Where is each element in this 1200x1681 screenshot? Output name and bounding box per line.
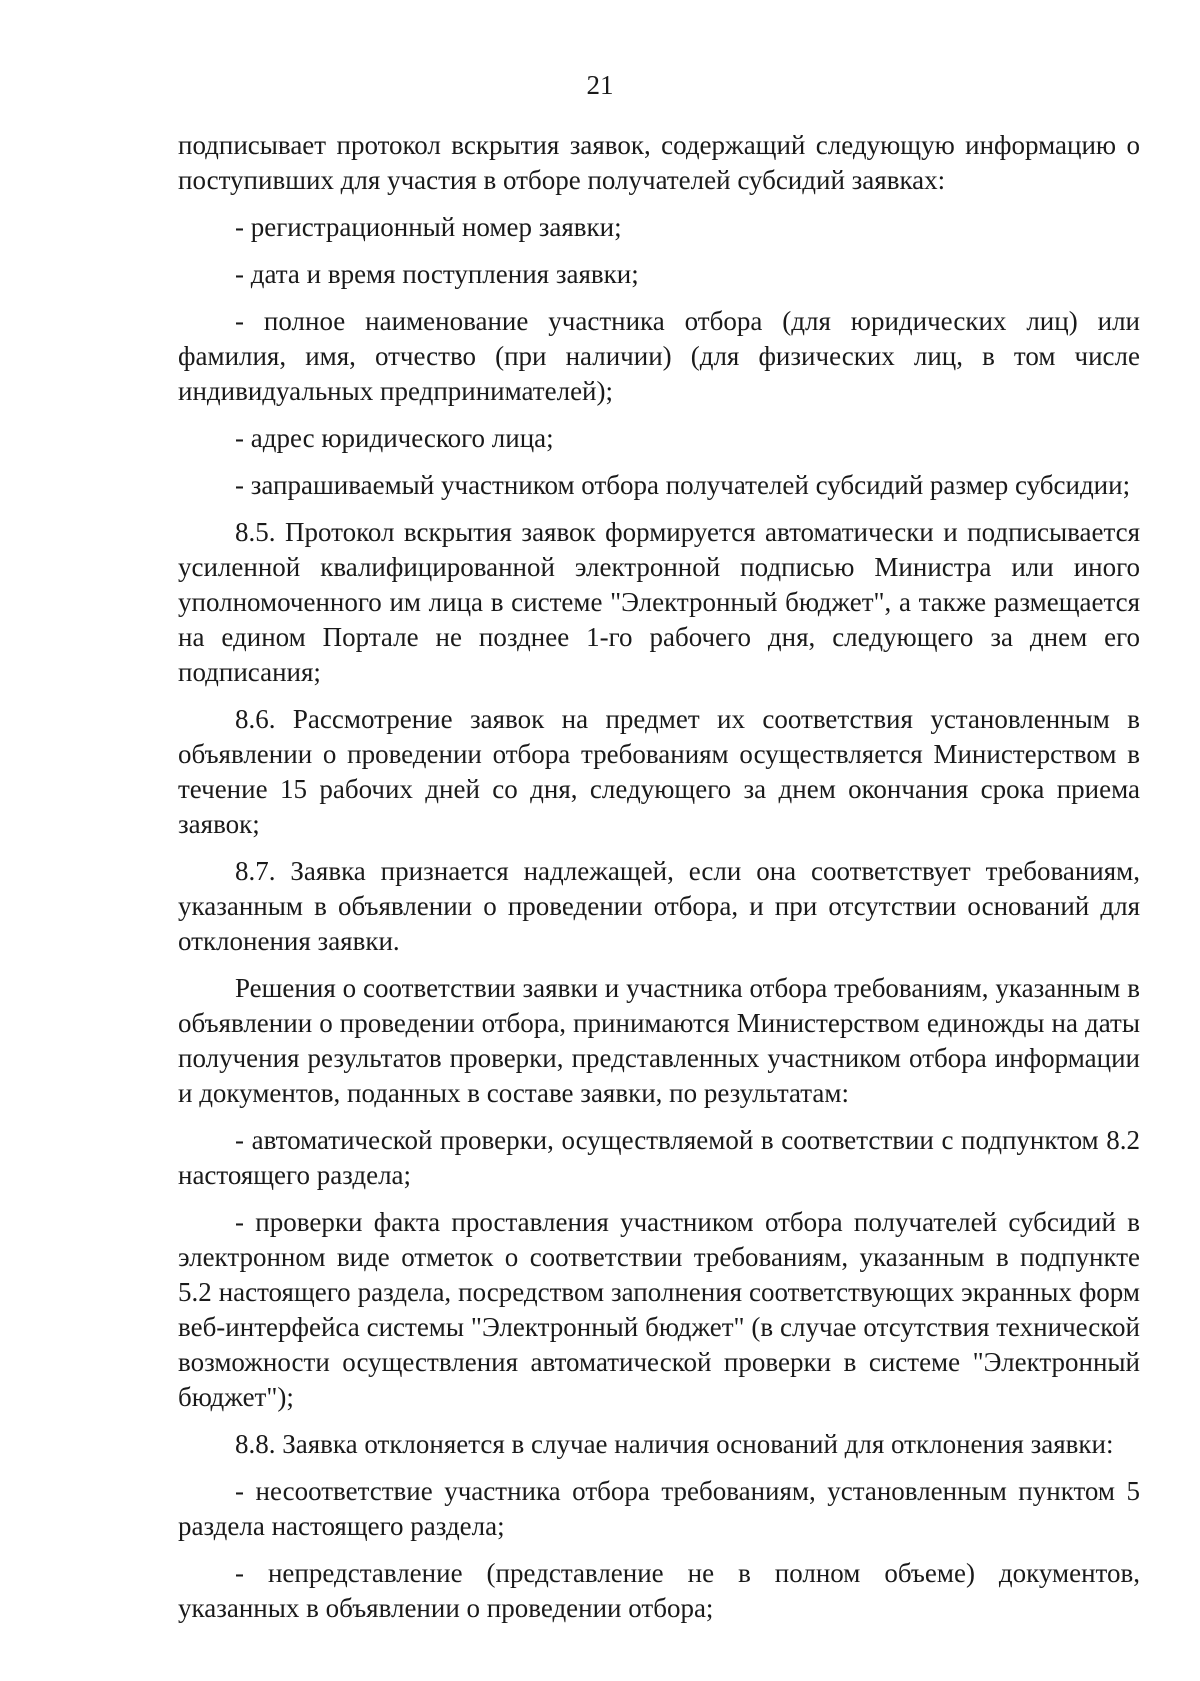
paragraph-8-6: 8.6. Рассмотрение заявок на предмет их соответствия установленным в объявлении о проведении отбора требованиям осуществляется Министерством в течение 15 рабочих дней со дня, следующего за днем окончания срока приема заявок; [178,704,1140,839]
paragraph-8-8: 8.8. Заявка отклоняется в случае наличия оснований для отклонения заявки: [235,1429,1114,1459]
list-item-manual-check: - проверки факта проставления участником отбора получателей субсидий в электронном виде отметок о соответствии требованиям, указанным в подпункте 5.2 настоящего раздела, посредством заполнения соответствующих экранных форм веб-интерфейса системы "Электронный бюджет" (в случае отсутствия технической возможности осуществления автоматической проверки в системе "Электронный бюджет"); [178,1207,1140,1412]
list-item-registration-number: - регистрационный номер заявки; [235,212,622,242]
document-body [178,128,1140,1638]
list-item-automatic-check: - автоматической проверки, осуществляемой в соответствии с подпунктом 8.2 настоящего раздела; [178,1125,1140,1190]
page-number: 21 [586,70,614,100]
paragraph-8-5: 8.5. Протокол вскрытия заявок формируется автоматически и подписывается усиленной квалифицированной электронной подписью Министра или иного уполномоченного им лица в системе "Электронный бюджет", а также размещается на едином Портале не позднее 1-го рабочего дня, следующего за днем его подписания; [178,517,1140,687]
list-item-subsidy-amount: - запрашиваемый участником отбора получателей субсидий размер субсидии; [235,470,1131,500]
paragraph-intro: подписывает протокол вскрытия заявок, содержащий следующую информацию о поступивших для участия в отборе получателей субсидий заявках: [178,130,1140,195]
paragraph-8-7: 8.7. Заявка признается надлежащей, если она соответствует требованиям, указанным в объявлении о проведении отбора, и при отсутствии оснований для отклонения заявки. [178,856,1140,956]
list-item-nonconformity: - несоответствие участника отбора требованиям, установленным пунктом 5 раздела настоящего раздела; [178,1476,1140,1541]
paragraph-decisions: Решения о соответствии заявки и участника отбора требованиям, указанным в объявлении о проведении отбора, принимаются Министерством единожды на даты получения результатов проверки, представленных участником отбора информации и документов, поданных в составе заявки, по результатам: [178,973,1140,1108]
list-item-date-time: - дата и время поступления заявки; [235,259,639,289]
list-item-legal-address: - адрес юридического лица; [235,423,554,453]
list-item-full-name: - полное наименование участника отбора (для юридических лиц) или фамилия, имя, отчество (при наличии) (для физических лиц, в том числе индивидуальных предпринимателей); [178,306,1140,406]
list-item-missing-documents: - непредставление (представление не в полном объеме) документов, указанных в объявлении о проведении отбора; [178,1558,1140,1623]
